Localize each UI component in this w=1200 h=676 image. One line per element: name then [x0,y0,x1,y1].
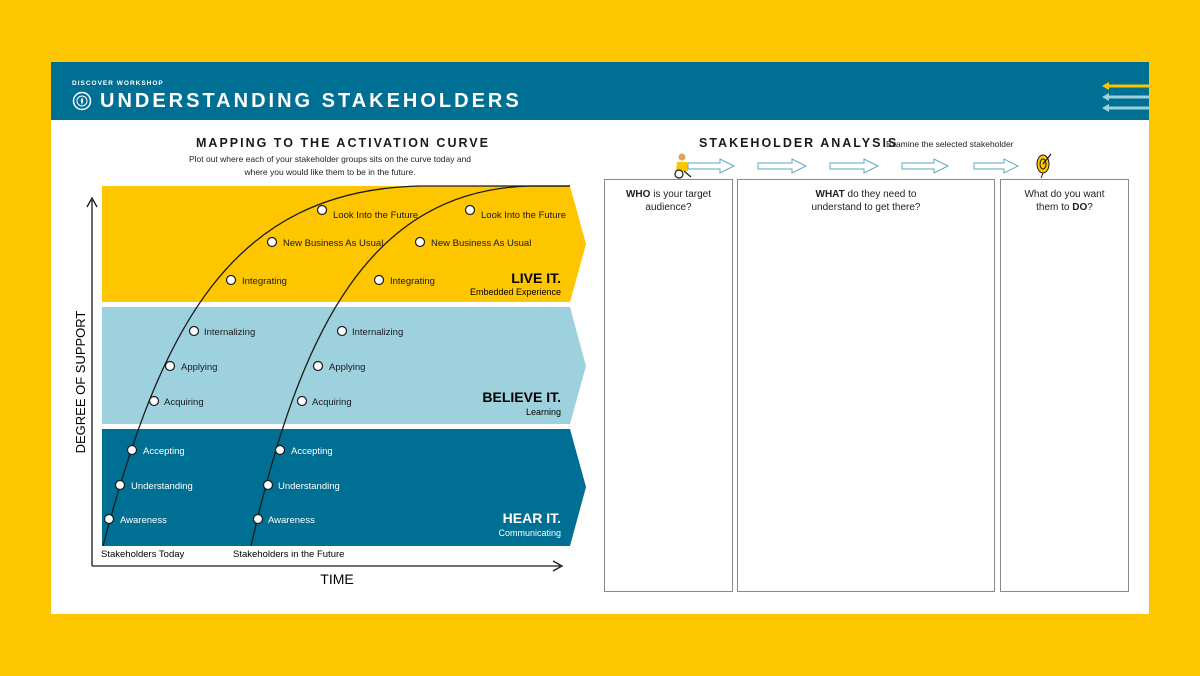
marker-future-internalizing [338,327,347,336]
marker-today-understanding [116,481,125,490]
flow-arrows [670,150,1070,180]
label-future-awareness: Awareness [268,515,315,526]
flow-arrow-group [688,159,1018,173]
label-future-integrating: Integrating [390,276,435,287]
band-hear-heading: HEAR IT. [502,510,561,526]
marker-future-integrating [375,276,384,285]
label-future-internalizing: Internalizing [352,327,404,338]
band-believe-heading: BELIEVE IT. [482,389,561,405]
instructions-line-1: Plot out where each of your stakeholder groups sits on the curve today and [188,154,472,164]
x-axis-label: TIME [320,571,354,587]
label-today-future: Look Into the Future [333,210,419,221]
header-kicker: DISCOVER WORKSHOP [72,80,164,87]
what-column[interactable] [737,179,995,592]
what-column-header [738,188,994,214]
marker-today-integrating [227,276,236,285]
label-future-accepting: Accepting [291,446,333,457]
marker-today-internalizing [190,327,199,336]
label-today-applying: Applying [181,362,218,373]
band-live-sub: Embedded Experience [469,287,561,297]
label-future-acquiring: Acquiring [312,397,352,408]
who-column[interactable] [604,179,733,592]
flow-arrow-3 [830,159,878,173]
curve-label-future: Stakeholders in the Future [233,549,345,560]
marker-today-accepting [128,446,137,455]
label-today-internalizing: Internalizing [204,327,256,338]
label-future-applying: Applying [329,362,366,373]
marker-future-understanding [264,481,273,490]
marker-today-awareness [105,515,114,524]
label-today-new-business: New Business As Usual [283,238,384,249]
instructions-line-2: where you would like them to be in the future. [244,167,416,177]
label-today-acquiring: Acquiring [164,397,204,408]
y-axis-label: DEGREE OF SUPPORT [73,310,88,454]
label-future-future: Look Into the Future [481,210,567,221]
flow-arrow-2 [758,159,806,173]
what-column-bold: WHAT [815,189,845,200]
marker-today-new-business [268,238,277,247]
label-today-accepting: Accepting [143,446,185,457]
curve-label-today: Stakeholders Today [101,549,185,560]
band-live-heading: LIVE IT. [511,270,561,286]
activation-curve-title: MAPPING TO THE ACTIVATION CURVE [196,136,490,150]
marker-future-applying [314,362,323,371]
stakeholder-analysis-note: Examine the selected stakeholder [886,139,1014,149]
band-hear-sub: Communicating [498,528,561,538]
do-column-suffix: ? [1087,202,1093,213]
label-future-new-business: New Business As Usual [431,238,532,249]
flow-arrow-4 [902,159,948,173]
do-column-header [1001,188,1128,214]
do-column-bold: DO [1072,202,1088,213]
do-column-text: What do you want them to [1024,189,1105,213]
label-today-awareness: Awareness [120,515,167,526]
page-title: UNDERSTANDING STAKEHOLDERS [100,90,522,112]
marker-future-awareness [254,515,263,524]
do-column[interactable] [1000,179,1129,592]
target-icon [1037,154,1051,178]
label-today-understanding: Understanding [131,481,193,492]
flow-arrow-5 [974,159,1018,173]
marker-future-future [466,206,475,215]
label-today-integrating: Integrating [242,276,287,287]
who-column-header [605,188,732,214]
what-column-text: do they need to understand to get there? [811,189,921,213]
who-column-text: is your target audience? [645,189,712,213]
label-future-understanding: Understanding [278,481,340,492]
marker-today-future [318,206,327,215]
marker-today-applying [166,362,175,371]
who-column-bold: WHO [625,189,651,200]
band-believe-sub: Learning [525,407,561,417]
flow-arrow-1 [688,159,734,173]
marker-future-new-business [416,238,425,247]
marker-today-acquiring [150,397,159,406]
marker-future-acquiring [298,397,307,406]
stakeholder-analysis-title: STAKEHOLDER ANALYSIS [699,136,899,150]
marker-future-accepting [276,446,285,455]
